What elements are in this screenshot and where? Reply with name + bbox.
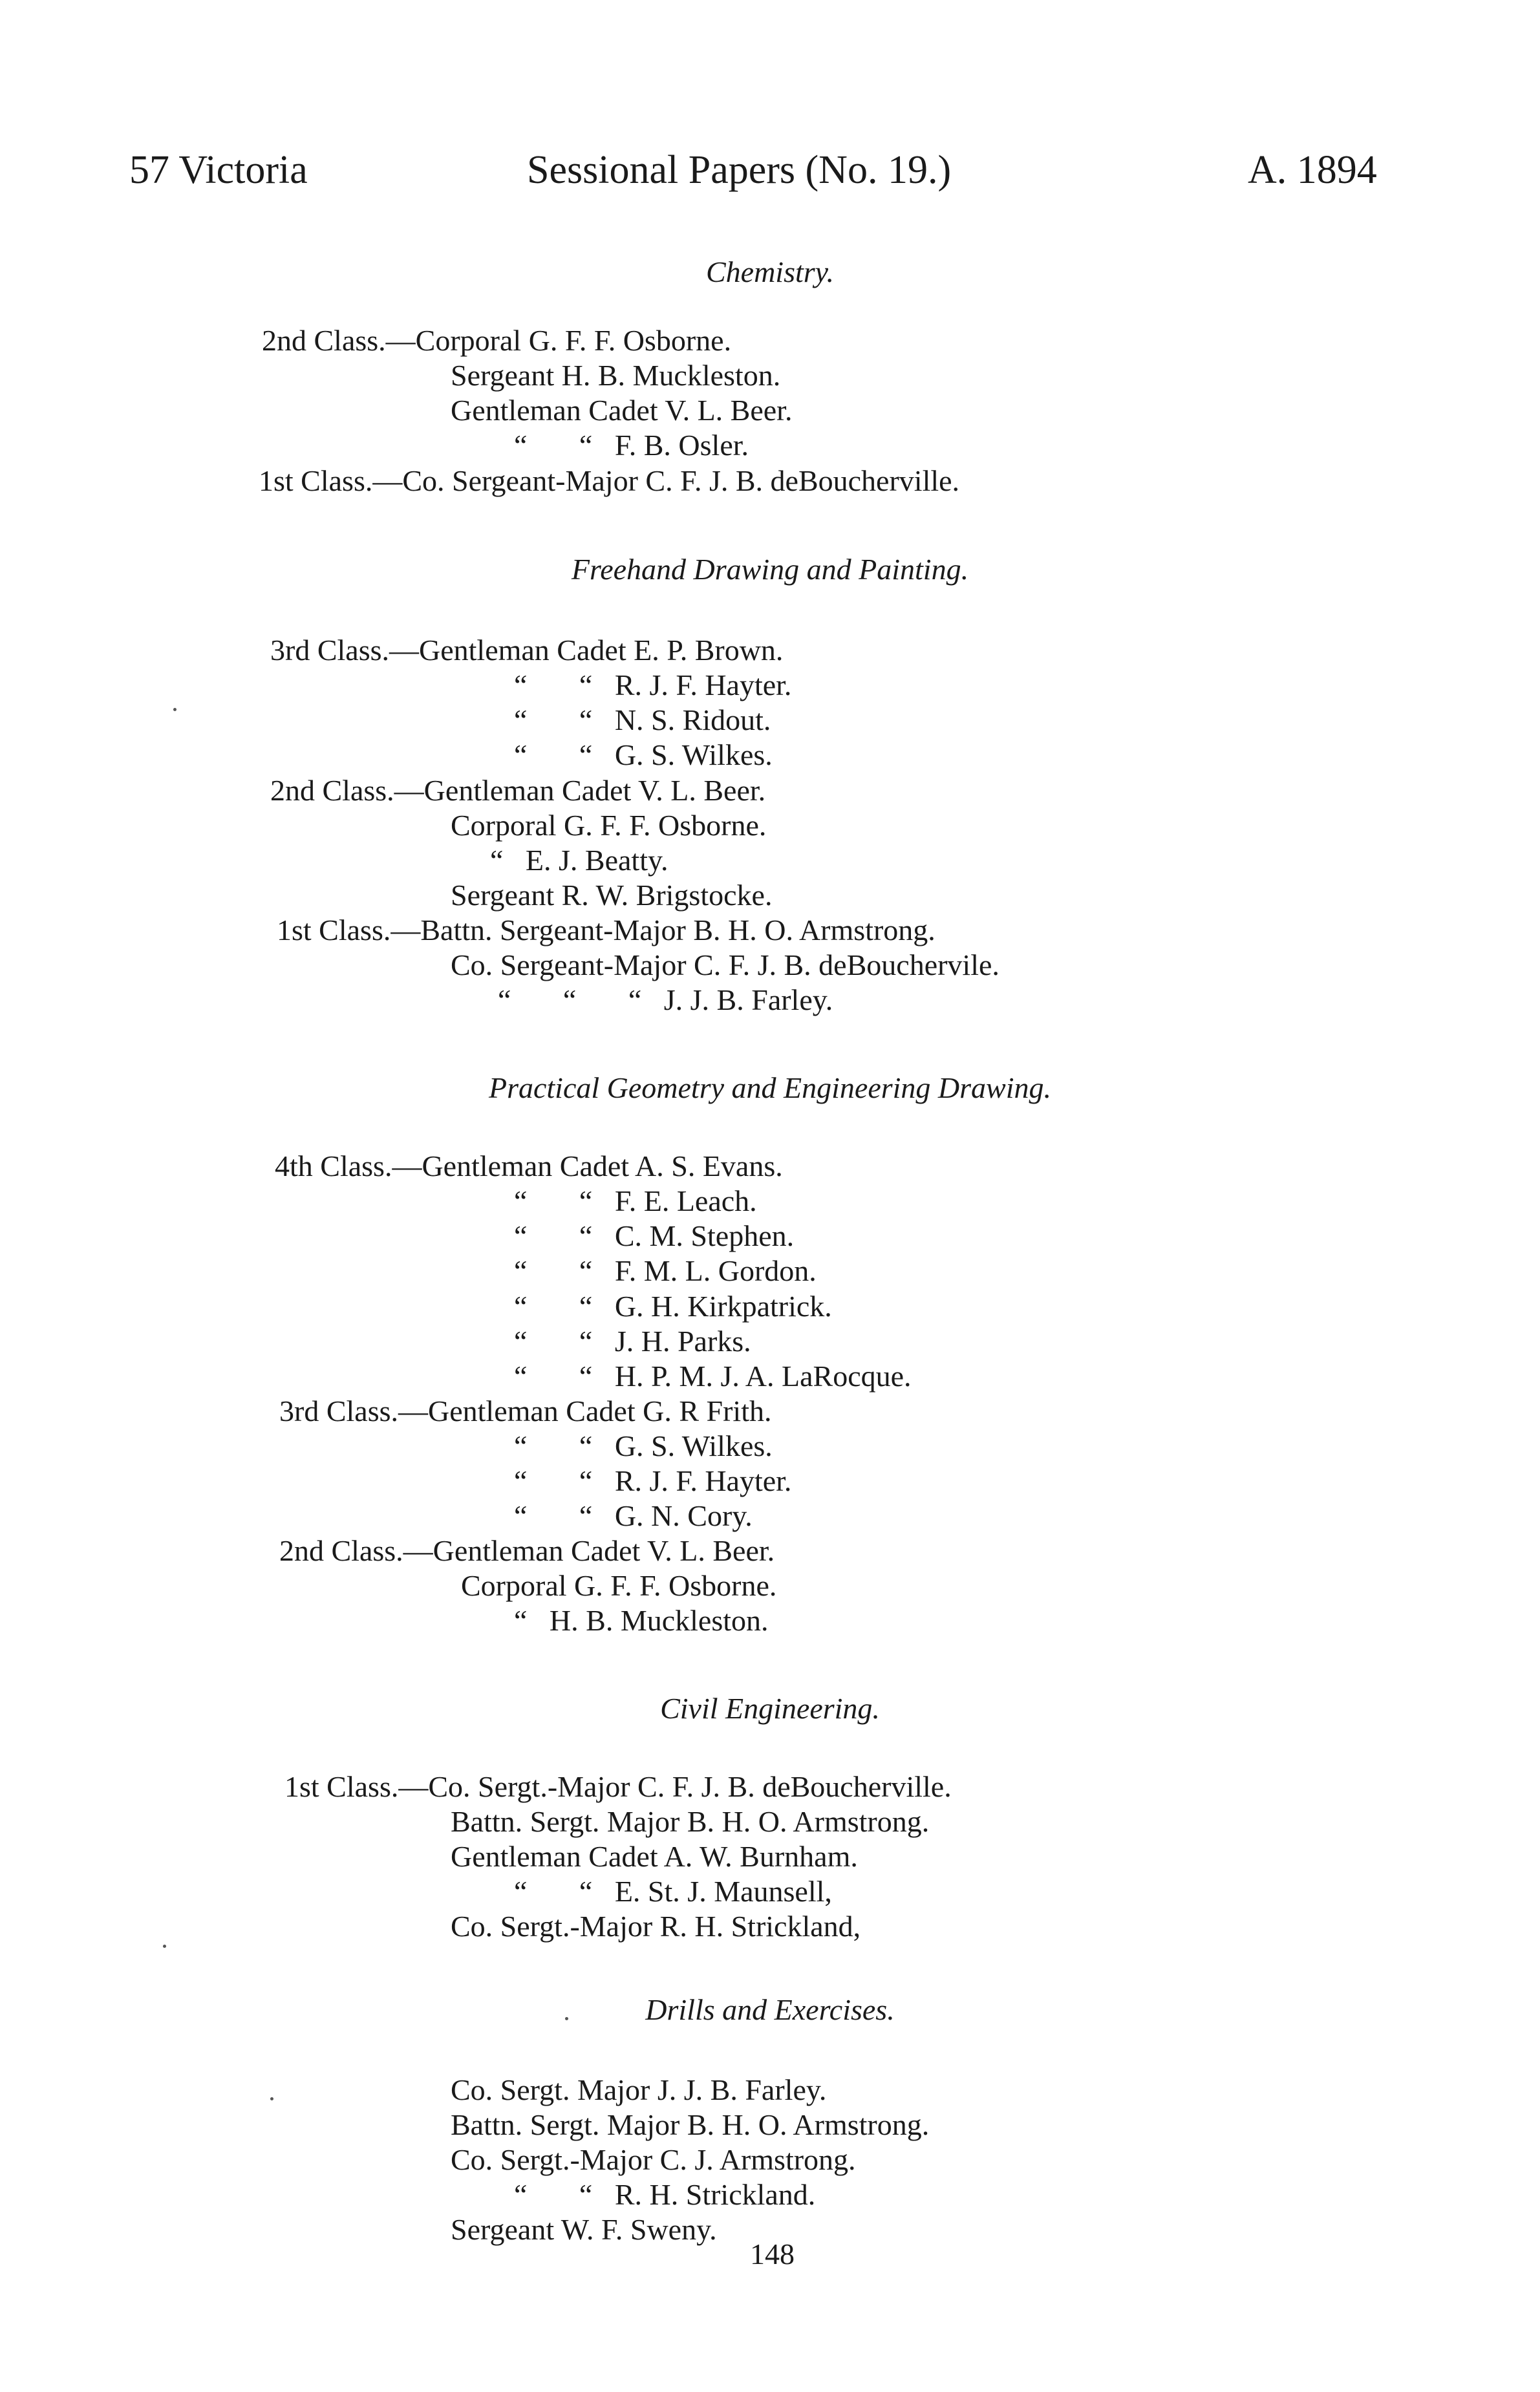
list-line: 1st Class.—Co. Sergt.-Major C. F. J. B. deBoucherville.	[284, 1770, 952, 1803]
list-line: “ “ R. H. Strickland.	[514, 2178, 816, 2211]
list-line: “ “ F. M. L. Gordon.	[514, 1254, 817, 1287]
list-line: Battn. Sergt. Major B. H. O. Armstrong.	[451, 1805, 930, 1838]
list-line: Sergeant H. B. Muckleston.	[451, 359, 781, 392]
list-line: “ “ H. P. M. J. A. LaRocque.	[514, 1360, 912, 1393]
page-number: 148	[750, 2237, 795, 2270]
list-line: 2nd Class.—Gentleman Cadet V. L. Beer.	[279, 1534, 775, 1567]
list-line: Battn. Sergt. Major B. H. O. Armstrong.	[451, 2108, 930, 2141]
list-line: “ “ F. B. Osler.	[514, 429, 749, 462]
list-line: 3rd Class.—Gentleman Cadet G. R Frith.	[279, 1394, 772, 1427]
list-line: “ “ J. H. Parks.	[514, 1325, 751, 1358]
list-line: 4th Class.—Gentleman Cadet A. S. Evans.	[275, 1149, 783, 1182]
header-title: Sessional Papers (No. 19.)	[527, 148, 952, 192]
list-line: Corporal G. F. F. Osborne.	[461, 1569, 777, 1602]
scan-speck	[163, 1945, 166, 1948]
list-line: “ “ N. S. Ridout.	[514, 703, 771, 736]
list-line: 1st Class.—Co. Sergeant-Major C. F. J. B. deBoucherville.	[259, 464, 960, 497]
list-line: “ “ G. H. Kirkpatrick.	[514, 1290, 832, 1323]
list-line: 1st Class.—Battn. Sergeant-Major B. H. O. Armstrong.	[277, 913, 936, 946]
list-line: “ “ R. J. F. Hayter.	[514, 668, 792, 701]
list-line: 2nd Class.—Corporal G. F. F. Osborne.	[262, 324, 732, 357]
list-line: 3rd Class.—Gentleman Cadet E. P. Brown.	[270, 634, 784, 667]
header-volume: 57 Victoria	[129, 148, 308, 192]
list-line: Co. Sergt. Major J. J. B. Farley.	[451, 2073, 827, 2106]
list-line: Sergeant W. F. Sweny.	[451, 2213, 717, 2246]
list-line: “ “ G. S. Wilkes.	[514, 738, 773, 771]
list-line: “ “ F. E. Leach.	[514, 1184, 757, 1217]
list-line: “ E. J. Beatty.	[490, 844, 668, 877]
list-line: “ H. B. Muckleston.	[514, 1604, 769, 1637]
list-line: “ “ “ J. J. B. Farley.	[498, 983, 833, 1016]
list-line: Co. Sergt.-Major C. J. Armstrong.	[451, 2143, 856, 2176]
list-line: Co. Sergt.-Major R. H. Strickland,	[451, 1910, 861, 1943]
header-year: A. 1894	[1248, 148, 1377, 192]
list-line: “ “ G. N. Cory.	[514, 1499, 753, 1532]
list-line: “ “ G. S. Wilkes.	[514, 1429, 773, 1462]
list-line: Corporal G. F. F. Osborne.	[451, 809, 767, 842]
list-line: Sergeant R. W. Brigstocke.	[451, 879, 773, 912]
scan-speck	[173, 708, 176, 711]
section-title-freehand-drawing: Freehand Drawing and Painting.	[571, 553, 969, 586]
list-line: Gentleman Cadet A. W. Burnham.	[451, 1840, 858, 1873]
list-line: Gentleman Cadet V. L. Beer.	[451, 394, 793, 427]
list-line: “ “ C. M. Stephen.	[514, 1219, 795, 1252]
list-line: Co. Sergeant-Major C. F. J. B. deBouchervile.	[451, 948, 1000, 981]
section-title-chemistry: Chemistry.	[705, 255, 835, 288]
scan-speck	[270, 2097, 273, 2100]
section-title-drills-exercises: Drills and Exercises.	[645, 1993, 895, 2026]
scan-speck	[565, 2017, 568, 2020]
list-line: “ “ R. J. F. Hayter.	[514, 1464, 792, 1497]
section-title-civil-engineering: Civil Engineering.	[660, 1692, 880, 1725]
list-line: 2nd Class.—Gentleman Cadet V. L. Beer.	[270, 774, 766, 807]
section-title-practical-geometry: Practical Geometry and Engineering Drawing.	[488, 1071, 1052, 1104]
list-line: “ “ E. St. J. Maunsell,	[514, 1875, 832, 1908]
